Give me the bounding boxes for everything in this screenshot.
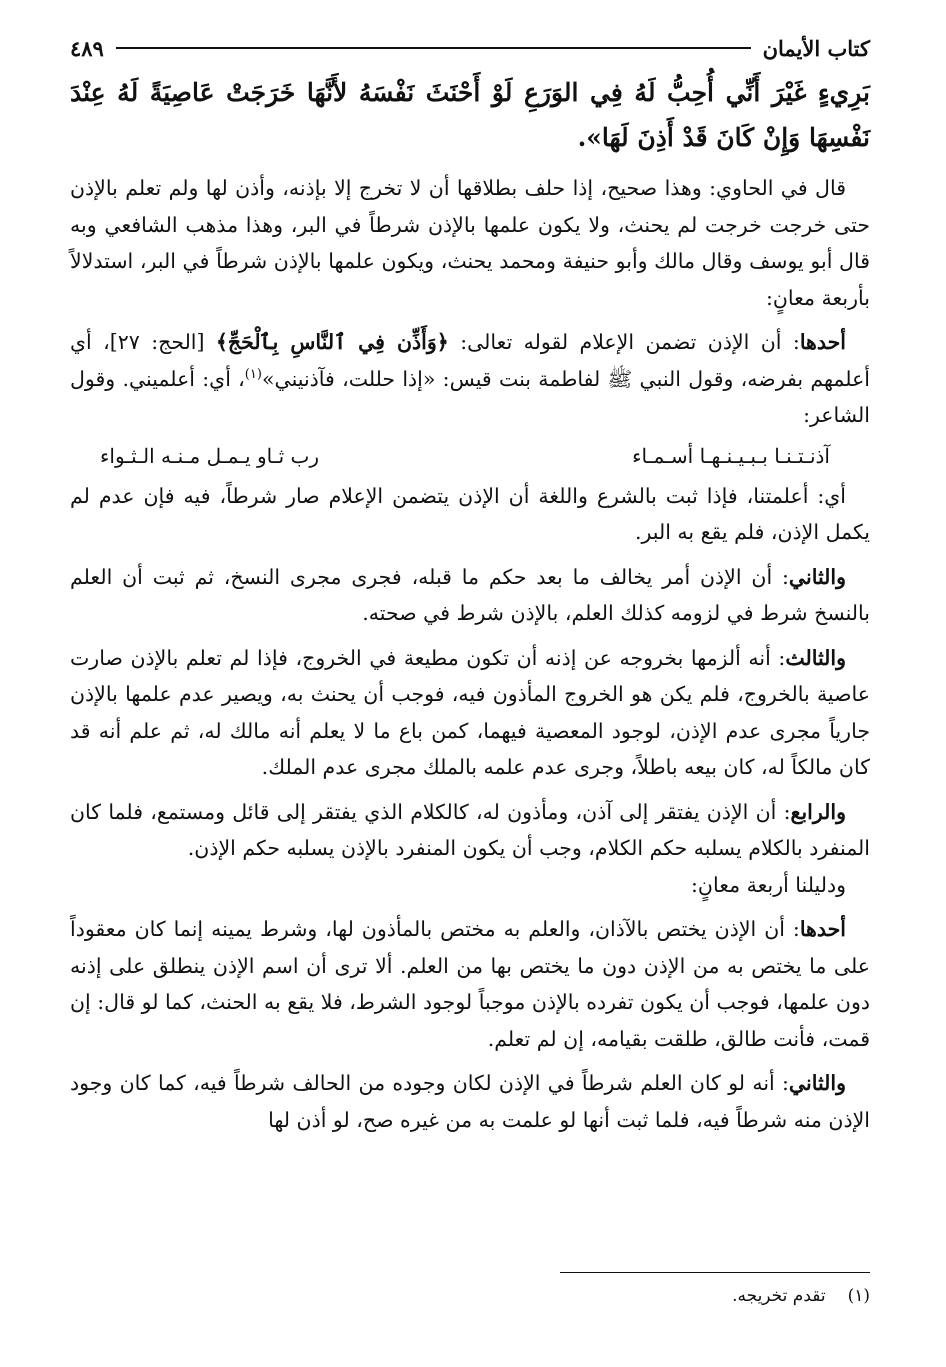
argument-text: : أنه لو كان العلم شرطاً في الإذن لكان وجوده من الحالف شرطاً فيه، كما كان وجود الإذن منه شرطاً فيه، فلما ثبت أنها لو علمت به من غيره صح، لو أذن لها: [70, 1071, 870, 1132]
our-argument-2: [70, 1065, 870, 1138]
opponent-argument-2: [70, 559, 870, 632]
argument-label: والثالث: [785, 645, 846, 670]
book-title: كتاب الأيمان: [762, 35, 870, 61]
argument-text: : أن الإذن أمر يخالف ما بعد حكم ما قبله، فجرى مجرى النسخ، ثم ثبت أن العلم بالنسخ شرط في لزومه كذلك العلم، بالإذن شرط في صحته.: [70, 564, 870, 625]
footnote-text: تقدم تخريجه.: [732, 1286, 826, 1306]
opponent-argument-1: [70, 324, 870, 434]
hadith-text: بَرِيءٍ غَيْرَ أَنِّي أُحِبُّ لَهُ فِي الوَرَعِ لَوْ أَحْنَثَ نَفْسَهُ لأَنَّهَا خَرَجَتْ عَاصِيَةً لَهُ عِنْدَ نَفْسِهَا وَإِنْ كَانَ قَدْ أَذِنَ لَهَا».: [70, 78, 870, 152]
argument-label: أحدها: [799, 330, 846, 354]
opponent-argument-4: [70, 794, 870, 867]
poem-hemistich-2: رب ثـاو يـمـل مـنـه الـثـواء: [100, 443, 319, 468]
argument-text-cont: [الحج: ٢٧]، أي أعلمهم بفرضه، وقول النبي ﷺ لفاطمة بنت قيس: «إذا حللت، فآذنيني»: [70, 330, 871, 391]
argument-text: : أن الإذن تضمن الإعلام لقوله تعالى:: [448, 330, 800, 354]
argument-text-end: ، أي: أعلميني. وقول الشاعر:: [70, 366, 870, 427]
intro-paragraph: قال في الحاوي: وهذا صحيح، إذا حلف بطلاقها أن لا تخرج إلا بإذنه، وأذن لها ولم تعلم بالإذن حتى خرجت خرجت لم يحنث، ولا يكون علمها بالإذن شرطاً في البر، وهذا مذهب الشافعي وبه قال أبو يوسف وقال مالك وأبو حنيفة ومحمد يحنث، ويكون علمها بالإذن شرطاً في البر، استدلالاً بأربعة معانٍ:: [70, 176, 870, 310]
quran-verse: ﴿وَأَذِّن فِي ٱلنَّاسِ بِٱلْحَجِّ﴾: [215, 330, 449, 354]
our-argument-1: [70, 911, 870, 1057]
footnote-number: (١): [847, 1286, 870, 1306]
page-number: ٤٨٩: [70, 35, 104, 61]
book-page: [70, 28, 871, 1306]
poem-hemistich-1: آذنـتـنـا بـبـيـنـهـا أسـمـاء: [632, 443, 830, 468]
argument-text: : أن الإذن يفتقر إلى آذن، ومأذون له، كالكلام الذي يفتقر إلى قائل ومستمع، فلما كان المنفرد بالكلام يسلبه حكم الكلام، وجب أن يكون المنفرد بالإذن يسلبه حكم الإذن.: [70, 799, 870, 860]
header-rule: [116, 47, 751, 49]
argument-label: أحدها: [799, 917, 846, 941]
running-header: [70, 28, 870, 68]
footnote: [732, 1286, 870, 1306]
our-proof-intro: ودليلنا أربعة معانٍ:: [691, 872, 846, 897]
argument-label: والثاني: [788, 564, 846, 589]
footnote-rule: [560, 1272, 870, 1273]
opponent-argument-3: [70, 640, 870, 786]
argument-text: : أنه ألزمها بخروجه عن إذنه أن تكون مطيعة في الخروج، فإذا لم تعلم بالإذن صارت عاصية بالخروج، فلم يكن هو الخروج المأذون فيه، فوجب أن يحنث به، ويصير عدم علمها بالإذن جارياً مجرى عدم الإذن، لوجود المعصية فيهما، كمن باع ما لا يعلم أنه مالك له، ثم علم أنه قد كان مالكاً له، كان بيعه باطلاً، وجرى عدم علمه بالملك مجرى عدم الملك.: [70, 645, 870, 779]
argument-text: : أن الإذن يختص بالآذان، والعلم به مختص بالمأذون لها، وشرط يمينه إنما كان معقوداً على ما يختص به من الإذن دون ما يختص بها من العلم. ألا ترى أن اسم الإذن ينطلق على إذنه دون علمها، فوجب أن يكون تفرده بالإذن موجباً لوجود الشرط، فلا يقع به الحنث، كما لو قال: إن قمت، فأنت طالق، طلقت بقيامه، إن لم تعلم.: [70, 917, 870, 1051]
poem-verse: [70, 436, 870, 476]
argument-label: والرابع: [790, 799, 846, 824]
footnote-reference[interactable]: (١): [244, 366, 262, 382]
argument-label: والثاني: [788, 1071, 846, 1095]
poem-explanation: أي: أعلمتنا، فإذا ثبت بالشرع واللغة أن الإذن يتضمن الإعلام صار شرطاً، فيه فإن عدم لم يكمل الإذن، فلم يقع به البر.: [70, 483, 870, 544]
